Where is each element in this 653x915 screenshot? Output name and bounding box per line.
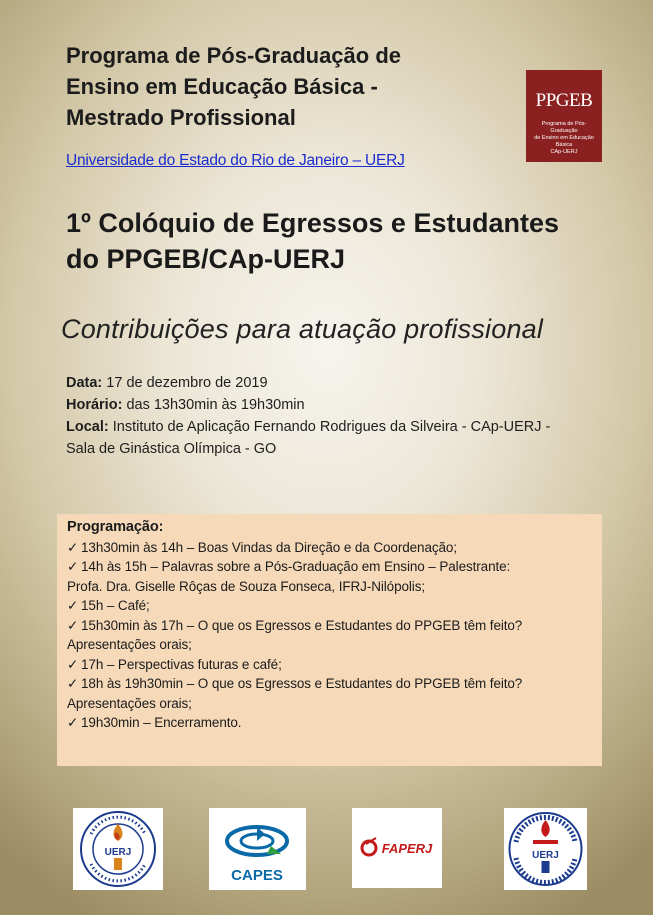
check-icon: ✓ xyxy=(67,656,79,672)
schedule-item-text: 15h30min às 17h – O que os Egressos e Estudantes do PPGEB têm feito? xyxy=(81,617,523,633)
faperj-text: FAPERJ xyxy=(381,841,433,856)
event-subtitle: Contribuições para atuação profissional xyxy=(61,314,544,344)
time-value: das 13h30min às 19h30min xyxy=(126,397,305,413)
faperj-icon xyxy=(352,808,442,888)
schedule-item-text: 15h – Café; xyxy=(81,598,150,613)
schedule-item-text: 18h às 19h30min – O que os Egressos e Estudantes do PPGEB têm feito? xyxy=(81,676,523,691)
ppgeb-caption-line: Programa de Pós-Graduação xyxy=(541,121,587,134)
check-icon: ✓ xyxy=(67,617,79,633)
university-link[interactable]: Universidade do Estado do Rio de Janeiro – UERJ xyxy=(66,152,405,169)
ppgeb-logo-abbr: PPGEB xyxy=(535,90,593,111)
uerj-seal-icon xyxy=(73,808,163,890)
capes-icon xyxy=(209,808,306,890)
place-value-line-1: Instituto de Aplicação Fernando Rodrigues da Silveira - CAp-UERJ - xyxy=(112,419,551,435)
schedule-item xyxy=(67,674,592,694)
ppgeb-logo-caption xyxy=(530,121,598,156)
place-row xyxy=(66,416,636,438)
faperj-logo xyxy=(352,808,442,888)
schedule-item-continuation: Apresentações orais; xyxy=(67,695,192,711)
date-row xyxy=(66,372,636,394)
ppgeb-caption-line: de Ensino em Educação Básica xyxy=(534,135,594,148)
date-label: Data: xyxy=(66,375,103,391)
schedule-item xyxy=(67,538,592,558)
schedule-item-text: 19h30min – Encerramento. xyxy=(81,715,242,730)
event-title xyxy=(66,205,626,277)
ppgeb-caption-line: CAp-UERJ xyxy=(550,149,578,155)
schedule-item xyxy=(67,713,592,733)
schedule-item-text: 13h30min às 14h – Boas Vindas da Direção e da Coordenação; xyxy=(81,539,457,555)
schedule-item-text: 17h – Perspectivas futuras e café; xyxy=(81,656,282,672)
program-title-line-2: Ensino em Educação Básica - xyxy=(66,74,378,99)
uerj-seal-text: UERJ xyxy=(104,847,132,858)
schedule-item-continuation: Apresentações orais; xyxy=(67,637,192,652)
program-title-line-3: Mestrado Profissional xyxy=(66,105,296,130)
check-icon: ✓ xyxy=(67,715,79,730)
place-value-line-2: Sala de Ginástica Olímpica - GO xyxy=(66,441,277,457)
schedule-item xyxy=(67,655,592,675)
program-schedule-title: Programação: xyxy=(67,519,164,535)
check-icon: ✓ xyxy=(67,598,79,613)
time-row xyxy=(66,394,636,416)
schedule-item-continuation: Profa. Dra. Giselle Rôças de Souza Fonseca, IFRJ-Nilópolis; xyxy=(67,578,425,594)
program-title xyxy=(66,40,486,133)
event-title-line-1: 1º Colóquio de Egressos e Estudantes xyxy=(66,208,559,238)
schedule-item xyxy=(67,596,592,616)
check-icon: ✓ xyxy=(67,559,79,574)
date-value: 17 de dezembro de 2019 xyxy=(106,375,268,391)
program-title-line-1: Programa de Pós-Graduação de xyxy=(66,43,401,68)
capes-logo xyxy=(209,808,306,890)
schedule-item-text: 14h às 15h – Palavras sobre a Pós-Graduação em Ensino – Palestrante: xyxy=(81,559,511,574)
event-info xyxy=(66,372,636,460)
check-icon: ✓ xyxy=(67,539,79,555)
cap-uerj-seal-icon xyxy=(504,808,587,890)
schedule-item xyxy=(67,557,592,577)
cap-uerj-seal-logo xyxy=(504,808,587,890)
place-label: Local: xyxy=(66,419,109,435)
uerj-seal-logo xyxy=(73,808,163,890)
program-schedule-box xyxy=(57,514,602,766)
check-icon: ✓ xyxy=(67,676,79,691)
schedule-item xyxy=(67,616,592,636)
event-title-line-2: do PPGEB/CAp-UERJ xyxy=(66,244,346,274)
time-label: Horário: xyxy=(66,397,123,413)
ppgeb-logo xyxy=(526,70,602,162)
cap-uerj-seal-text: UERJ xyxy=(532,850,559,861)
capes-text: CAPES xyxy=(231,867,283,884)
